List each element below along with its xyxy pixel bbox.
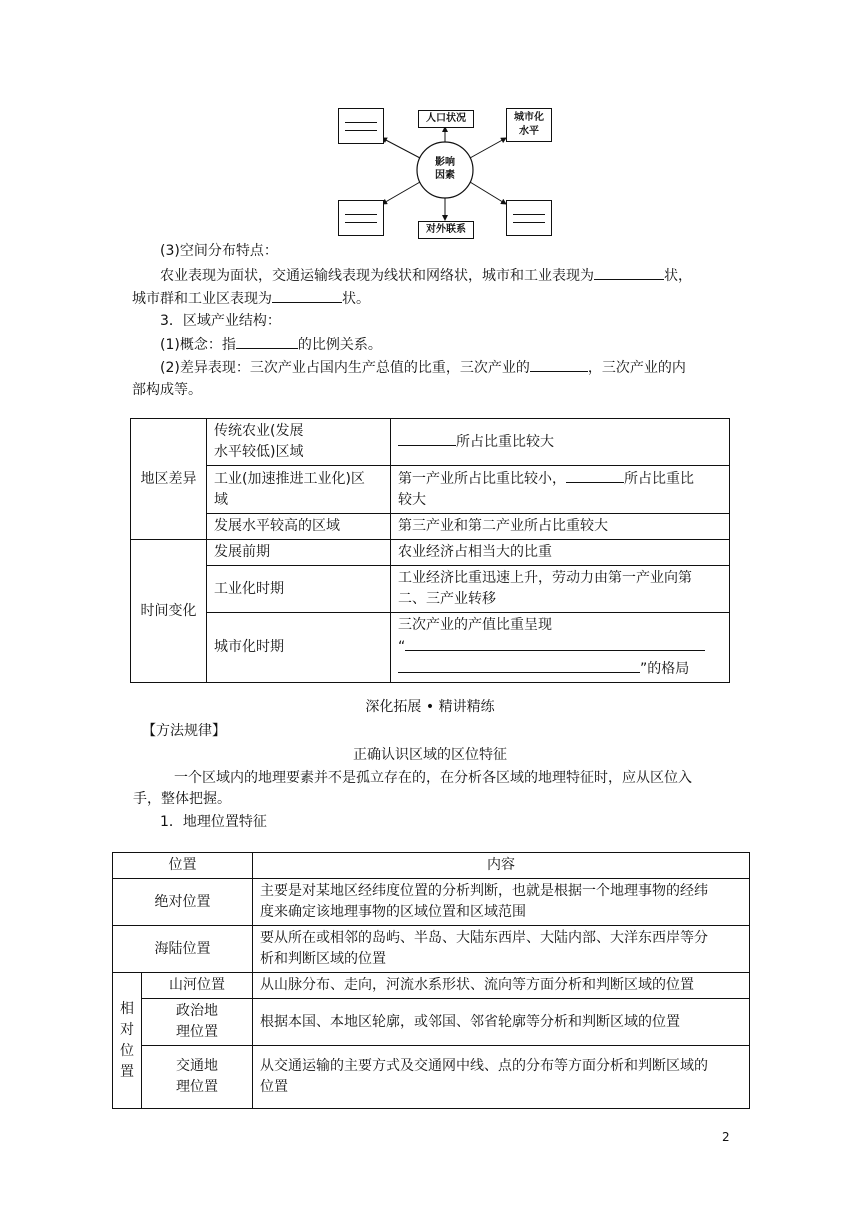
table-cell: 从交通运输的主要方式及交通网中线、点的分布等方面分析和判断区域的 位置 xyxy=(253,1046,750,1109)
method-label: 【方法规律】 xyxy=(142,723,226,739)
table-cell: 要从所在或相邻的岛屿、半岛、大陆东西岸、大陆内部、大洋东西岸等分 析和判断区域的位置 xyxy=(253,926,750,973)
table-row xyxy=(113,853,750,879)
table-row xyxy=(113,999,750,1046)
table-cell: 工业(加速推进工业化)区 域 xyxy=(207,466,391,514)
table-row xyxy=(131,514,730,540)
table-cell: 传统农业(发展 水平较低)区域 xyxy=(207,419,391,466)
paragraph-line: (2)差异表现：三次产业占国内生产总值的比重，三次产业的 ，三次产业的内 xyxy=(160,357,686,378)
paragraph-line: 手，整体把握。 xyxy=(133,791,231,807)
header-content: 内容 xyxy=(253,853,750,879)
table-cell: 主要是对某地区经纬度位置的分析判断，也就是根据一个地理事物的经纬 度来确定该地理事物的区域位置和区域范围 xyxy=(253,879,750,926)
fill-blank[interactable] xyxy=(236,334,298,349)
industry-structure-heading: 3．区域产业结构： xyxy=(160,313,281,329)
table-cell: 从山脉分布、走向，河流水系形状、流向等方面分析和判断区域的位置 xyxy=(253,973,750,999)
table-cell: 所占比重比较大 xyxy=(391,419,730,466)
fill-blank[interactable] xyxy=(566,468,624,483)
table-cell: 第一产业所占比重比较小， 所占比重比 较大 xyxy=(391,466,730,514)
location-features-table xyxy=(112,852,750,1109)
group-regional-difference: 地区差异 xyxy=(131,419,207,540)
section-title: 深化拓展 • 精讲精练 xyxy=(365,699,495,715)
table-row xyxy=(113,879,750,926)
table-cell: 工业经济比重迅速上升，劳动力由第一产业向第 二、三产业转移 xyxy=(391,566,730,613)
table-row xyxy=(113,973,750,999)
table-cell: 政治地 理位置 xyxy=(142,999,253,1046)
table-cell: 三次产业的产值比重呈现 “ ”的格局 xyxy=(391,613,730,683)
table-cell: 交通地 理位置 xyxy=(142,1046,253,1109)
paragraph-line: 农业表现为面状，交通运输线表现为线状和网络状，城市和工业表现为 状， xyxy=(160,265,692,286)
table-cell: 绝对位置 xyxy=(113,879,253,926)
table-cell: 发展水平较高的区域 xyxy=(207,514,391,540)
subtitle: 正确认识区域的区位特征 xyxy=(353,747,507,763)
diagram-box-blank-bottom-left xyxy=(338,200,384,236)
paragraph-line: (1)概念：指 的比例关系。 xyxy=(160,334,382,355)
table-row xyxy=(113,926,750,973)
table-row xyxy=(131,613,730,683)
paragraph-line: 城市群和工业区表现为 状。 xyxy=(132,288,370,309)
fill-blank[interactable] xyxy=(272,288,342,303)
fill-blank[interactable] xyxy=(530,357,588,372)
diagram-box-urbanization: 城市化 水平 xyxy=(506,108,552,142)
location-features-heading: 1．地理位置特征 xyxy=(160,814,267,830)
table-cell: 工业化时期 xyxy=(207,566,391,613)
table-cell: 第三产业和第二产业所占比重较大 xyxy=(391,514,730,540)
group-time-change: 时间变化 xyxy=(131,540,207,683)
diagram-box-external-links: 对外联系 xyxy=(418,221,474,239)
table-row xyxy=(113,1046,750,1109)
table-cell: 农业经济占相当大的比重 xyxy=(391,540,730,566)
table-cell: 山河位置 xyxy=(142,973,253,999)
table-cell: 发展前期 xyxy=(207,540,391,566)
diagram-center-label: 影响 因素 xyxy=(435,157,455,181)
group-relative-position: 相 对 位 置 xyxy=(113,973,142,1109)
table-row xyxy=(131,466,730,514)
table-cell: 根据本国、本地区轮廓，或邻国、邻省轮廓等分析和判断区域的位置 xyxy=(253,999,750,1046)
fill-blank[interactable] xyxy=(405,636,705,651)
table-row xyxy=(131,566,730,613)
diagram-box-blank-bottom-right xyxy=(506,200,552,236)
fill-blank[interactable] xyxy=(398,431,456,446)
fill-blank[interactable] xyxy=(594,265,664,280)
paragraph-line: 部构成等。 xyxy=(132,382,202,398)
table-cell: 城市化时期 xyxy=(207,613,391,683)
fill-blank[interactable] xyxy=(398,658,640,673)
page-number: 2 xyxy=(722,1130,730,1144)
spatial-distribution-heading: (3)空间分布特点： xyxy=(160,243,278,259)
table-row xyxy=(131,419,730,466)
paragraph-line: 一个区域内的地理要素并不是孤立存在的，在分析各区域的地理特征时，应从区位入 xyxy=(174,770,692,786)
influence-factors-diagram xyxy=(330,100,560,240)
industry-structure-table xyxy=(130,418,730,683)
table-row xyxy=(131,540,730,566)
header-position: 位置 xyxy=(113,853,253,879)
diagram-box-blank-top-left xyxy=(338,108,384,144)
table-cell: 海陆位置 xyxy=(113,926,253,973)
diagram-box-population: 人口状况 xyxy=(418,110,474,128)
